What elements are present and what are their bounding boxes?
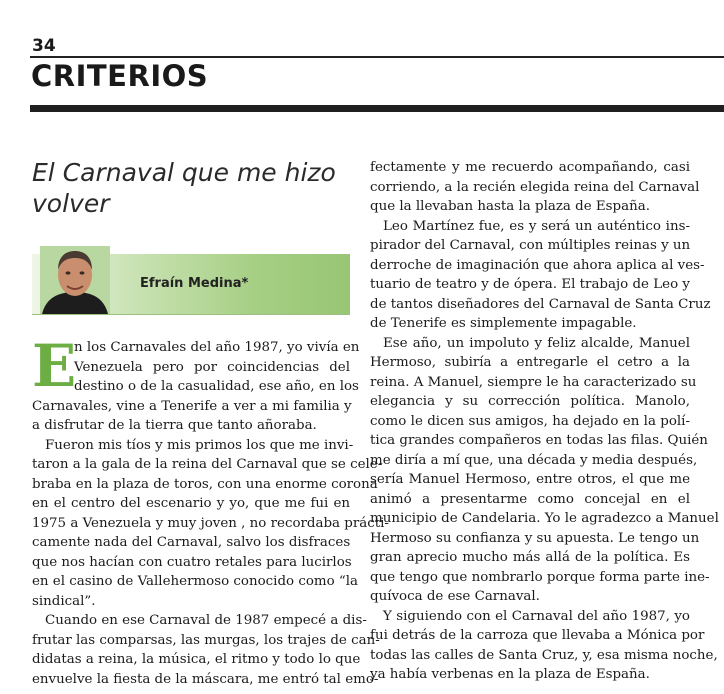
text-line: fectamente y me recuerdo acompañando, casi: [370, 160, 690, 175]
headline-line: El Carnaval que me hizo: [32, 158, 336, 187]
text-line: a disfrutar de la tierra que tanto añoraba.: [32, 418, 317, 433]
text-line: que nos hacían con cuatro retales para lucirlos: [32, 554, 352, 570]
article-column-left: [32, 332, 389, 689]
text-line: Fueron mis tíos y mis primos los que me invi-: [45, 437, 354, 453]
headline-line: volver: [32, 189, 110, 218]
text-line: camente nada del Carnaval, salvo los disfraces: [32, 535, 351, 550]
text-line: 1975 a Venezuela y muy joven , no recordaba prácti-: [32, 515, 389, 531]
text-line: Leo Martínez fue, es y será un auténtico ins-: [383, 218, 690, 234]
text-line: en el casino de Vallehermoso conocido como “la: [32, 574, 359, 589]
text-line: tuario de teatro y de ópera. El trabajo de Leo y: [370, 277, 690, 292]
text-line: como le dicen sus amigos, ha dejado en la polí-: [370, 413, 690, 429]
text-line: n los Carnavales del año 1987, yo vivía en: [74, 340, 360, 355]
text-line: que la llevaban hasta la plaza de España.: [370, 199, 650, 214]
text-line: en el centro del escenario y yo, que me fui en: [32, 496, 350, 511]
article-column-right: [370, 158, 719, 685]
text-line: destino o de la casualidad, ese año, en los: [74, 379, 359, 394]
text-line: derroche de imaginación que ahora aplica al ves-: [370, 257, 705, 273]
text-line: elegancia y su corrección política. Manolo,: [370, 394, 690, 409]
text-line: didatas a reina, la música, el ritmo y todo lo que: [32, 652, 361, 667]
author-name: Efraín Medina*: [140, 276, 249, 291]
text-line: Y siguiendo con el Carnaval del año 1987, yo: [383, 608, 690, 624]
text-line: fui detrás de la carroza que llevaba a Mónica por: [370, 628, 705, 643]
text-line: me diría a mí que, una década y media después,: [370, 452, 698, 468]
text-line: Carnavales, vine a Tenerife a ver a mi familia y: [32, 398, 352, 414]
text-line: animó a presentarme como concejal en el: [370, 491, 690, 507]
text-line: quívoca de ese Carnaval.: [370, 589, 540, 604]
text-line: frutar las comparsas, las murgas, los trajes de can-: [32, 632, 380, 648]
text-line: ya había verbenas en la plaza de España.: [370, 667, 650, 682]
article-headline: [32, 157, 352, 219]
byline-bar: [32, 254, 350, 315]
text-line: corriendo, a la recién elegida reina del Carnaval: [370, 179, 700, 195]
text-line: Hermoso, subiría a entregarle el cetro a la: [370, 355, 690, 370]
text-line: sería Manuel Hermoso, entre otros, el que me: [370, 472, 690, 487]
text-line: pirador del Carnaval, con múltiples reinas y un: [370, 238, 691, 253]
section-rule: [30, 105, 724, 112]
section-title: CRITERIOS: [31, 59, 209, 93]
text-line: todas las calles de Santa Cruz, y, esa misma noche,: [370, 647, 718, 663]
drop-cap: E: [32, 332, 77, 400]
text-line: que tengo que nombrarlo porque forma parte ine-: [370, 569, 710, 585]
text-line: taron a la gala de la reina del Carnaval que se cele-: [32, 457, 383, 472]
author-photo: [40, 246, 110, 314]
text-line: Hermoso su confianza y su apuesta. Le tengo un: [370, 530, 700, 546]
text-line: tica grandes compañeros en todas las filas. Quién: [370, 433, 708, 448]
text-line: Venezuela pero por coincidencias del: [74, 359, 350, 375]
header-rule: [30, 56, 724, 58]
text-line: Cuando en ese Carnaval de 1987 empecé a dis-: [45, 613, 367, 628]
text-line: municipio de Candelaria. Yo le agradezco a Manuel: [370, 511, 719, 526]
page-number: 34: [32, 36, 56, 56]
text-line: Ese año, un impoluto y feliz alcalde, Manuel: [383, 335, 690, 351]
text-line: de Tenerife es simplemente impagable.: [370, 316, 637, 331]
text-line: gran aprecio mucho más allá de la política. Es: [370, 550, 690, 565]
text-line: reina. A Manuel, siempre le ha caracterizado su: [370, 374, 697, 390]
text-line: sindical”.: [32, 593, 96, 609]
text-line: envuelve la fiesta de la máscara, me entró tal emo-: [32, 671, 379, 687]
text-line: de tantos diseñadores del Carnaval de Santa Cruz: [370, 296, 711, 312]
text-line: braba en la plaza de toros, con una enorme corona: [32, 476, 378, 492]
